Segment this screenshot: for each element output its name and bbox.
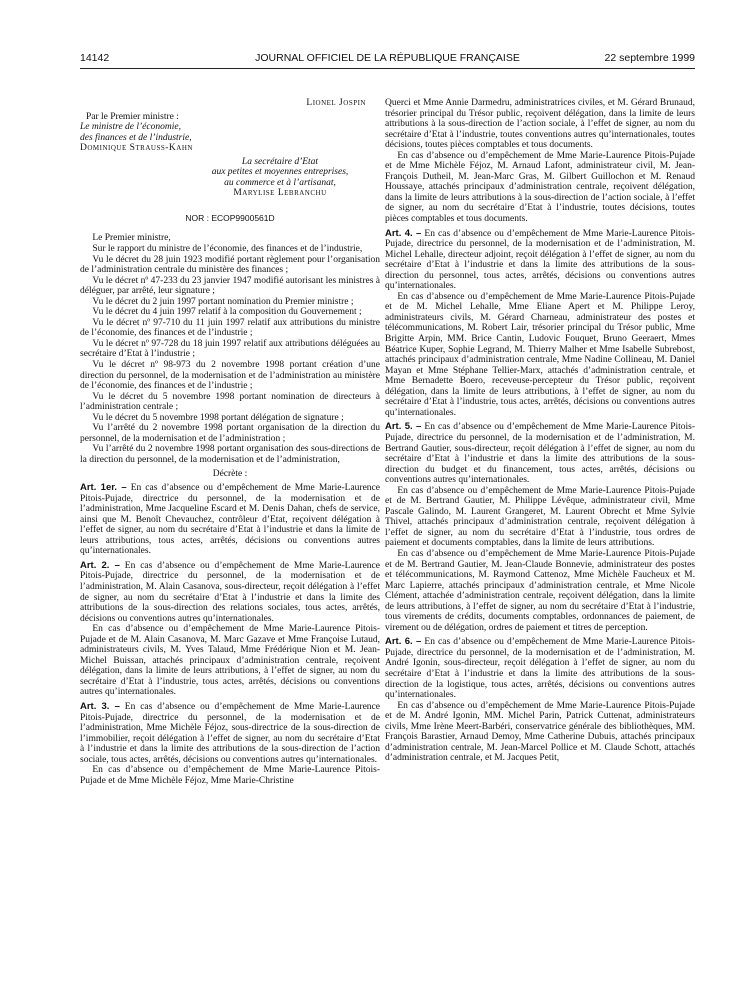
- article-6: [385, 637, 695, 700]
- article-text: En cas d’absence ou d’empêchement de Mme Marie-Laurence Pitois-Pujade, directrice du personnel, de la modernisation et de l’administration, M. Alain Casanova, sous-directeur, reçoit délégation à l’effet de signer, au nom du secrétaire d’Etat à l’industrie et dans la limite des attributions de la sous-direction des relations sociales, tous actes, arrêtés, décisions ou conventions autres qu’internationales.: [80, 560, 380, 624]
- paragraph: En cas d’absence ou d’empêchement de Mme Marie-Laurence Pitois-Pujade et de Mme Michèle Féjoz, Mme Marie-Christine: [80, 765, 380, 786]
- paragraph: En cas d’absence ou d’empêchement de Mme Marie-Laurence Pitois-Pujade et de M. André Igonin, MM. Michel Parin, Patrick Cuttenat, administrateurs civils, Mme Irène Meert-Barbéri, conservatrice générale des bibliothèques, MM. François Barastier, Arnaud Demoy, Mme Catherine Dubuis, attachés principaux d’administration centrale, M. Jean-Marcel Pollice et M. Claude Schott, attachés d’administration centrale, et M. Jacques Petit,: [385, 700, 695, 764]
- paragraph: En cas d’absence ou d’empêchement de Mme Marie-Laurence Pitois-Pujade et de Mme Michèle Féjoz, M. Arnaud Lafont, administrateur civil, M. Jean-François Dutheil, M. Jean-Marc Gras, M. Gilbert Guillochon et M. Renaud Houssaye, attachés principaux d’administration centrale, reçoivent délégation, dans la limite de leurs attributions à la sous-direction de l’action sociale, à l’effet de signer, au nom du secrétaire d’Etat à l’industrie, toutes décisions, toutes pièces comptables et tous documents.: [385, 150, 695, 225]
- article-text: En cas d’absence ou d’empêchement de Mme Marie-Laurence Pitois-Pujade, directrice du personnel, de la modernisation et de l’administration, Mme Michèle Féjoz, sous-directrice de la sous-direction de l’immobilier, reçoit délégation à l’effet de signer, au nom du secrétaire d’Etat à l’industrie et dans la limite des attributions de la sous-direction de l’action sociale, tous actes, arrêtés, décisions ou conventions autres qu’internationales.: [80, 701, 380, 765]
- paragraph: Sur le rapport du ministre de l’économie, des finances et de l’industrie,: [92, 244, 363, 255]
- left-column: [80, 98, 380, 786]
- article-1: [80, 483, 380, 557]
- nor-reference: NOR : ECOP9900561D: [185, 212, 275, 223]
- signatory-par: Par le Premier ministre :: [86, 111, 179, 122]
- article-text: En cas d’absence ou d’empêchement de Mme Marie-Laurence Pitois-Pujade, directrice du personnel, de la modernisation et de l’administration, M. Bertrand Gautier, sous-directeur, reçoit délégation à l’effet de signer, au nom du secrétaire d’Etat à l’industrie et dans la limite des attributions de la sous-direction du budget et du financement, tous actes, arrêtés, décisions ou conventions autres qu’internationales.: [385, 422, 696, 486]
- article-label: Art. 3. –: [80, 700, 120, 712]
- paragraph: Vu le décret nº 98-973 du 2 novembre 1998 portant création d’une direction du personnel, de la modernisation et de l’administration au ministère de l’économie, des finances et de l’industrie ;: [80, 360, 380, 392]
- secretary-title-3: au commerce et à l’artisanat,: [224, 177, 336, 188]
- article-label: Art. 2. –: [80, 559, 120, 571]
- signatory-name: Lionel Jospin: [306, 98, 366, 108]
- paragraph: Vu le décret nº 47-233 du 23 janvier 1947 modifié autorisant les ministres à déléguer, par arrêté, leur signature ;: [80, 275, 380, 297]
- paragraph: En cas d’absence ou d’empêchement de Mme Marie-Laurence Pitois-Pujade et de M. Bertrand Gautier, M. Philippe Lévêque, administrateur civil, Mme Pascale Galindo, M. Laurent Grangeret, M. Laurent Obrecht et Mme Sylvie Thivel, attachés principaux d’administration centrale, reçoivent délégation à l’effet de signer, au nom du secrétaire d’Etat à l’industrie, tous ordres de paiement et documents comptables, dans la limite de leurs attributions.: [385, 485, 695, 549]
- paragraph: En cas d’absence ou d’empêchement de Mme Marie-Laurence Pitois-Pujade et de M. Alain Casanova, M. Marc Gazave et Mme Françoise Lutaud, administrateurs civils, M. Yves Talaud, Mme Frédérique Nion et M. Jean-Michel Buissan, attachés principaux d’administration centrale, reçoivent délégation, dans la limite de leurs attributions, à l’effet de signer, au nom du secrétaire d’Etat à l’industrie, tous actes, arrêtés, décisions ou conventions autres qu’internationales.: [80, 624, 380, 698]
- article-label: Art. 5. –: [385, 421, 422, 433]
- article-label: Art. 1er. –: [80, 482, 127, 494]
- paragraph: Vu le décret du 5 novembre 1998 portant nomination de directeurs à l’administration centrale ;: [80, 391, 380, 413]
- paragraph: Querci et Mme Annie Darmedru, administratrices civiles, et M. Gérard Brunaud, trésorier principal du Trésor public, reçoivent délégation, dans la limite de leurs attributions à la sous-direction de l’action sociale, à l’effet de signer, au nom du secrétaire d’Etat à l’industrie, toutes conventions autres qu’internationales, toutes décisions, toutes pièces comptables et tous documents.: [385, 98, 695, 151]
- article-2: [80, 561, 380, 624]
- article-label: Art. 6. –: [385, 636, 422, 648]
- paragraph: Vu l’arrêté du 2 novembre 1998 portant organisation des sous-directions de la direction du personnel, de la modernisation et de l’administration,: [80, 444, 380, 465]
- article-text: En cas d’absence ou d’empêchement de Mme Marie-Laurence Pitois-Pujade, directrice du personnel, de la modernisation et de l’administration, M. Michel Lehalle, directeur adjoint, reçoit délégation à l’effet de signer, au nom du secrétaire d’Etat à l’industrie et dans la limite des attributions de la sous-direction du personnel, tous actes, arrêtés, décisions ou conventions autres qu’internationales.: [385, 228, 696, 292]
- article-4: [385, 229, 695, 292]
- publication-date: 22 septembre 1999: [604, 52, 695, 64]
- minister-title-2: des finances et de l’industrie,: [80, 132, 192, 143]
- article-text: En cas d’absence ou d’empêchement de Mme Marie-Laurence Pitois-Pujade, directrice du personnel, de la modernisation et de l’administration, Mme Jacqueline Escard et M. Denis Dahan, chefs de service, ainsi que M. Benoît Chevauchez, contrôleur d’Etat, reçoivent délégation à l’effet de signer, au nom du secrétaire d’Etat à l’industrie et dans la limite de leurs attributions, tous actes, arrêtés, décisions ou conventions autres qu’internationales.: [80, 483, 380, 557]
- page-number: 14142: [80, 52, 110, 64]
- secretary-title-2: aux petites et moyennes entreprises,: [211, 167, 349, 178]
- minister-name: Dominique Strauss-Kahn: [80, 143, 193, 154]
- article-3: [80, 702, 380, 765]
- header-rule: [80, 68, 695, 69]
- decrete-label: Décrète :: [212, 468, 248, 479]
- secretary-title-1: La secrétaire d’Etat: [241, 156, 319, 167]
- paragraph: Vu le décret nº 97-710 du 11 juin 1997 relatif aux attributions du ministre de l’économie, des finances et de l’industrie ;: [80, 317, 380, 339]
- paragraph: Vu l’arrêté du 2 novembre 1998 portant organisation de la direction du personnel, de la modernisation et de l’administration ;: [80, 423, 380, 444]
- minister-title-1: Le ministre de l’économie,: [80, 122, 181, 133]
- paragraph: En cas d’absence ou d’empêchement de Mme Marie-Laurence Pitois-Pujade et de M. Michel Lehalle, Mme Eliane Apert et M. Philippe Leroy, administrateurs civils, M. Gérard Charneau, administrateur des postes et télécommunications, M. Robert Lair, trésorier principal du Trésor public, Mme Brigitte Arpin, MM. Brice Cantin, Ludovic Fouquet, Bruno Geeraert, Mmes Béatrice Kuper, Sophie Legrand, M. Thierry Malher et Mme Isabelle Subrebost, attachés principaux d’administration centrale, Mme Nadine Collineau, M. Daniel Mayan et Mme Stéphane Tellier-Marx, attachés d’administration centrale, et Mme Bernadette Boero, receveuse-percepteur du Trésor public, reçoivent délégation, dans la limite de leurs attributions, à l’effet de signer, au nom du secrétaire d’Etat à l’industrie, tous actes, arrêtés, décisions ou conventions autres qu’internationales.: [385, 291, 695, 418]
- paragraph: Vu le décret du 4 juin 1997 relatif à la composition du Gouvernement ;: [92, 307, 362, 318]
- paragraph: Vu le décret du 5 novembre 1998 portant délégation de signature ;: [92, 412, 344, 423]
- article-5: [385, 422, 695, 485]
- right-column: [385, 98, 695, 764]
- page-header: [80, 52, 695, 66]
- journal-title: JOURNAL OFFICIEL DE LA RÉPUBLIQUE FRANÇAISE: [255, 52, 520, 64]
- paragraph: Vu le décret du 28 juin 1923 modifié portant règlement pour l’organisation de l’administration centrale du ministère des finances ;: [80, 254, 380, 276]
- paragraph: Le Premier ministre,: [92, 233, 171, 244]
- secretary-name: Marylise Lebranchu: [233, 188, 327, 199]
- article-label: Art. 4. –: [385, 227, 422, 239]
- paragraph: Vu le décret nº 97-728 du 18 juin 1997 relatif aux attributions déléguées au secrétaire d’Etat à l’industrie ;: [80, 338, 380, 360]
- article-text: En cas d’absence ou d’empêchement de Mme Marie-Laurence Pitois-Pujade, directrice du personnel, de la modernisation et de l’administration, M. André Igonin, sous-directeur, reçoit délégation à l’effet de signer, au nom du secrétaire d’Etat à l’industrie et dans la limite des attributions de la sous-direction de la logistique, tous actes, arrêtés, décisions ou conventions autres qu’internationales.: [385, 637, 696, 701]
- paragraph: Vu le décret du 2 juin 1997 portant nomination du Premier ministre ;: [92, 296, 354, 307]
- paragraph: En cas d’absence ou d’empêchement de Mme Marie-Laurence Pitois-Pujade et de M. Bertrand Gautier, M. Jean-Claude Bonnevie, administrateur des postes et télécommunications, M. Raymond Cattenoz, Mme Michèle Faucheux et M. Marc Lapierre, attachés principaux d’administration centrale, et Mme Nicole Clément, attachée d’administration centrale, reçoivent délégation, dans la limite de leurs attributions, à l’effet de signer, au nom du secrétaire d’Etat à l’industrie, tous virements de crédits, documents comptables, ordonnances de paiement, de virement ou de délégation, ordres de paiement et titres de perception.: [385, 548, 695, 633]
